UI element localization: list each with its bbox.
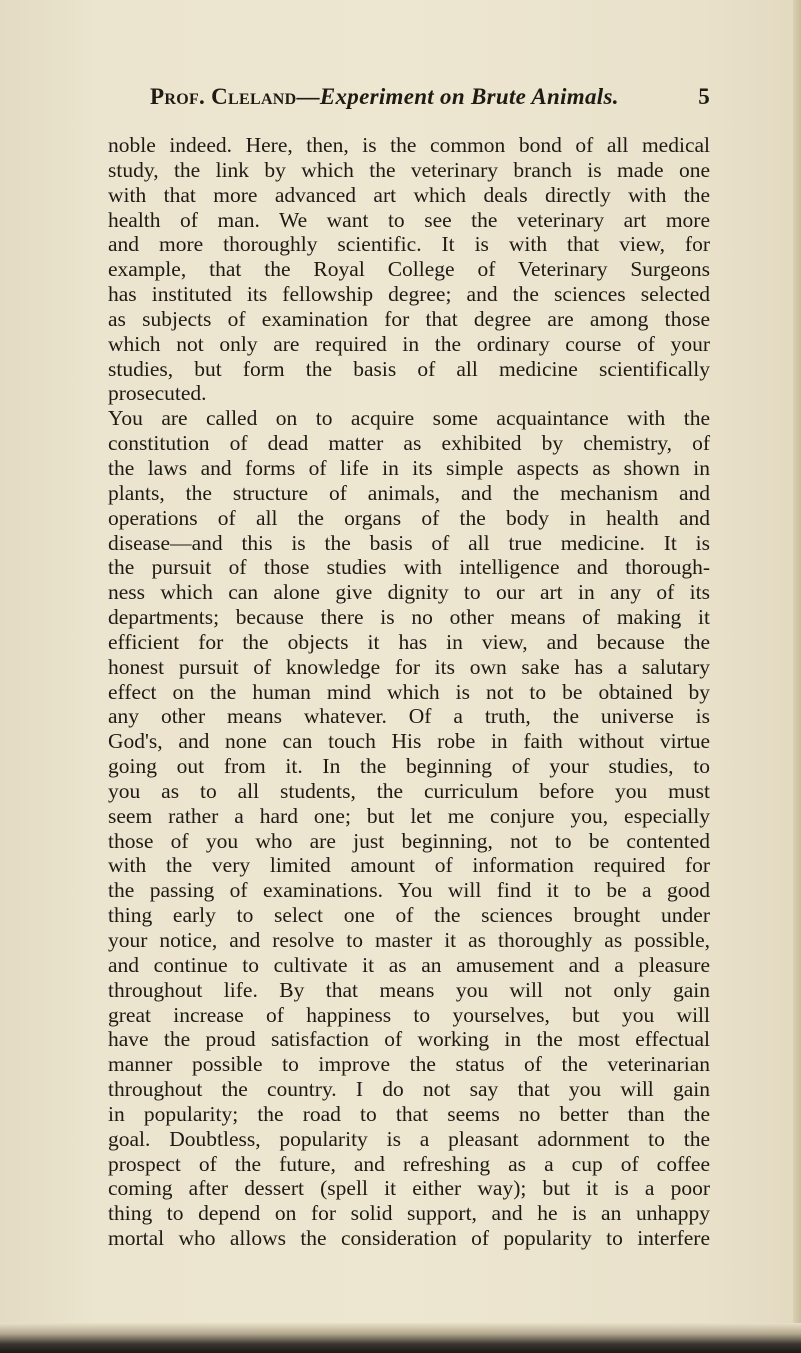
text-line: has instituted its fellowship degree; and the sciences selected — [108, 282, 710, 307]
text-line: you as to all students, the curriculum before you must — [108, 778, 710, 803]
text-line: throughout the country. I do not say that you will gain — [108, 1077, 710, 1102]
text-line: study, the link by which the veterinary branch is made one — [108, 157, 710, 182]
text-line: God's, and none can touch His robe in faith without virtue — [108, 729, 710, 754]
text-line: as subjects of examination for that degree are among those — [108, 306, 710, 331]
text-line: coming after dessert (spell it either way); but it is a poor — [108, 1176, 710, 1201]
header-title: Experiment on Brute Animals. — [319, 84, 619, 109]
text-line: example, that the Royal College of Veterinary Surgeons — [108, 257, 710, 282]
text-line: have the proud satisfaction of working in the most effectual — [108, 1027, 710, 1052]
text-line: great increase of happiness to yourselves, but you will — [108, 1002, 710, 1027]
text-line: which not only are required in the ordinary course of your — [108, 331, 710, 356]
text-line: the pursuit of those studies with intelligence and thorough- — [108, 555, 710, 580]
text-line: prosecuted. — [108, 381, 207, 406]
text-line: your notice, and resolve to master it as thoroughly as possible, — [108, 928, 710, 952]
text-line: studies, but form the basis of all medicine scientifically — [108, 356, 710, 381]
text-line: seem rather a hard one; but let me conjure you, especially — [108, 803, 710, 828]
scan-bottom-edge — [0, 1323, 801, 1353]
text-line: goal. Doubtless, popularity is a pleasant adornment to the — [108, 1126, 710, 1151]
text-line: thing early to select one of the sciences brought under — [108, 903, 710, 928]
text-line: operations of all the organs of the body in health and — [108, 505, 710, 530]
text-line: any other means whatever. Of a truth, the universe is — [108, 704, 710, 729]
text-line: those of you who are just beginning, not to be contented — [108, 828, 710, 853]
text-line: effect on the human mind which is not to be obtained by — [108, 679, 710, 704]
text-line: mortal who allows the consideration of popularity to interfere — [108, 1226, 710, 1251]
text-line: manner possible to improve the status of the veterinarian — [108, 1052, 710, 1077]
text-line: You are called on to acquire some acquaintance with the — [108, 406, 710, 431]
text-line: constitution of dead matter as exhibited by chemistry, of — [108, 431, 710, 456]
running-header — [150, 84, 710, 118]
header-dash: — — [296, 84, 320, 109]
text-line: noble indeed. Here, then, is the common bond of all medical — [108, 133, 710, 157]
text-line: health of man. We want to see the veterinary art more — [108, 207, 710, 232]
text-line: with the very limited amount of information required for — [108, 853, 710, 878]
page-edge-shadow — [793, 0, 801, 1353]
body-text — [108, 133, 710, 1251]
text-line: and more thoroughly scientific. It is with that view, for — [108, 232, 710, 257]
text-line: and continue to cultivate it as an amusement and a pleasure — [108, 952, 710, 977]
text-line: thing to depend on for solid support, and he is an unhappy — [108, 1201, 710, 1226]
text-line: the laws and forms of life in its simple aspects as shown in — [108, 455, 710, 480]
text-line: departments; because there is no other means of making it — [108, 605, 710, 630]
text-line: efficient for the objects it has in view, and because the — [108, 629, 710, 654]
header-author: Prof. Cleland — [150, 84, 297, 109]
text-line: going out from it. In the beginning of your studies, to — [108, 754, 710, 779]
text-line: ness which can alone give dignity to our art in any of its — [108, 580, 710, 605]
page-number: 5 — [698, 84, 710, 109]
text-line: with that more advanced art which deals directly with the — [108, 182, 710, 207]
text-line: disease—and this is the basis of all true medicine. It is — [108, 530, 710, 555]
text-line: the passing of examinations. You will find it to be a good — [108, 878, 710, 903]
text-line: plants, the structure of animals, and the mechanism and — [108, 480, 710, 505]
text-line: in popularity; the road to that seems no better than the — [108, 1101, 710, 1126]
text-line: honest pursuit of knowledge for its own sake has a salutary — [108, 654, 710, 679]
text-line: prospect of the future, and refreshing as a cup of coffee — [108, 1151, 710, 1176]
text-line: throughout life. By that means you will not only gain — [108, 977, 710, 1002]
